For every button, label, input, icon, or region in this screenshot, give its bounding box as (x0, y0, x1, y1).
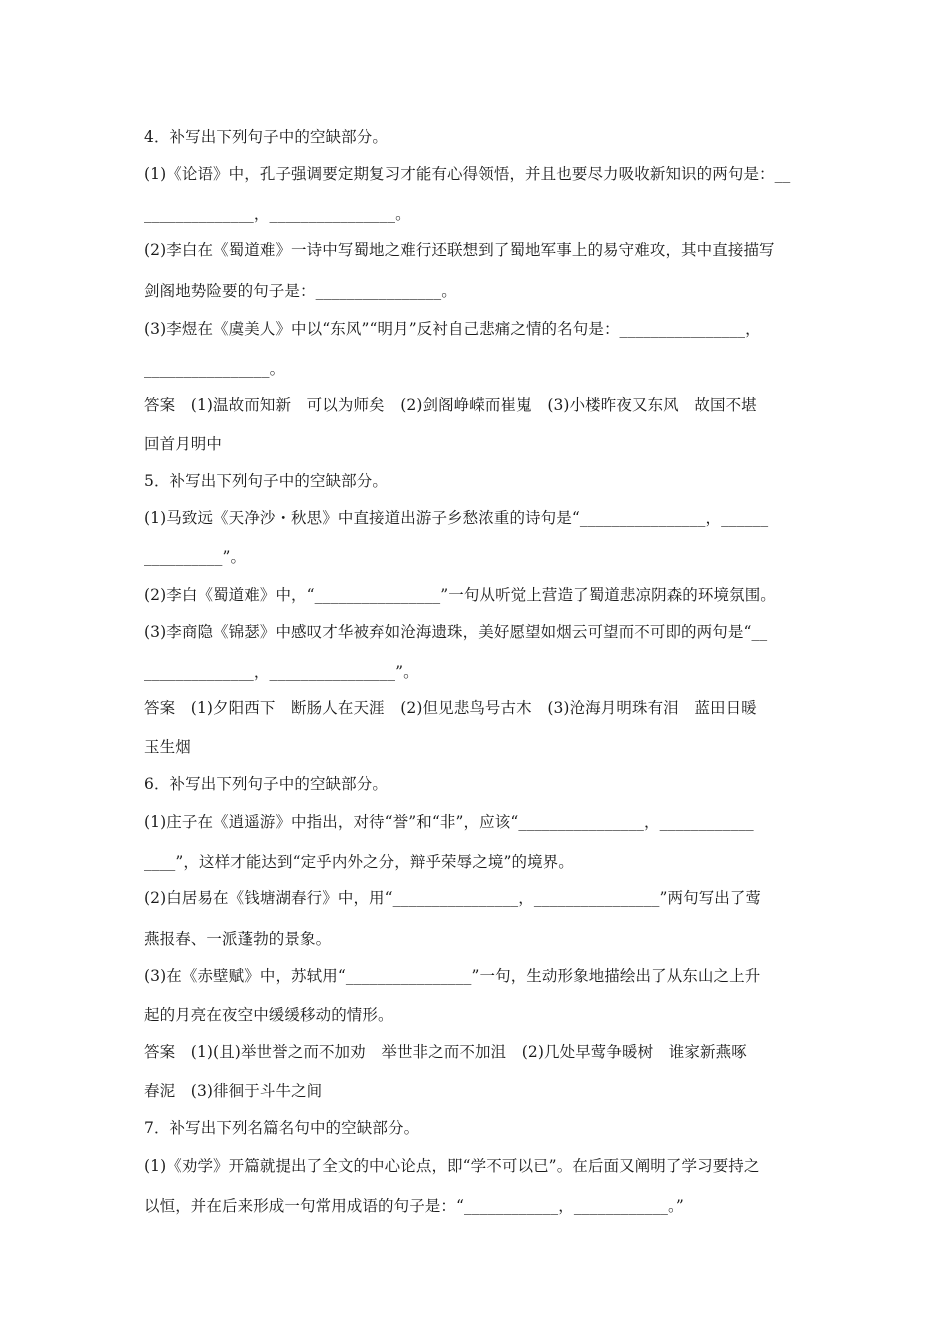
question-5-item-1: (1)马致远《天净沙・秋思》中直接道出游子乡愁浓重的诗句是“________________，______ (144, 509, 769, 527)
question-4-item-1: (1)《论语》中，孔子强调要定期复习才能有心得领悟，并且也要尽力吸收新知识的两句是：__ (144, 165, 791, 183)
question-7-heading: 7．补写出下列名篇名句中的空缺部分。 (144, 1119, 420, 1137)
answer-6-cont: 春泥 (3)徘徊于斗牛之间 (144, 1082, 323, 1100)
question-5-item-2: (2)李白《蜀道难》中，“________________”一句从听觉上营造了蜀道悲凉阴森的环境氛围。 (144, 586, 776, 604)
question-5-item-3: (3)李商隐《锦瑟》中感叹才华被弃如沧海遗珠，美好愿望如烟云可望而不可即的两句是“__ (144, 623, 768, 641)
answer-5-cont: 玉生烟 (144, 738, 191, 756)
question-4-item-3-cont: ________________。 (144, 360, 286, 378)
answer-6: 答案 (1)(且)举世誉之而不加劝 举世非之而不加沮 (2)几处早莺争暖树 谁家新燕啄 (144, 1043, 747, 1061)
question-6-heading: 6．补写出下列句子中的空缺部分。 (144, 775, 388, 793)
answer-4: 答案 (1)温故而知新 可以为师矣 (2)剑阁峥嵘而崔嵬 (3)小楼昨夜又东风 故国不堪 (144, 396, 757, 414)
question-6-item-2: (2)白居易在《钱塘湖春行》中，用“________________，________________”两句写出了莺 (144, 889, 762, 907)
answer-5: 答案 (1)夕阳西下 断肠人在天涯 (2)但见悲鸟号古木 (3)沧海月明珠有泪 蓝田日暖 (144, 699, 757, 717)
question-6-item-3: (3)在《赤壁赋》中，苏轼用“________________”一句，生动形象地描绘出了从东山之上升 (144, 967, 761, 985)
answer-4-cont: 回首月明中 (144, 435, 223, 453)
question-4-heading: 4．补写出下列句子中的空缺部分。 (144, 128, 388, 146)
question-4-item-2: (2)李白在《蜀道难》一诗中写蜀地之难行还联想到了蜀地军事上的易守难攻，其中直接描写 (144, 241, 775, 259)
question-4-item-1-blanks: ______________，________________。 (144, 205, 411, 223)
question-6-item-1: (1)庄子在《逍遥游》中指出，对待“誉”和“非”，应该“________________，____________ (144, 813, 754, 831)
question-5-heading: 5．补写出下列句子中的空缺部分。 (144, 472, 388, 490)
question-6-item-1-cont: ____”，这样才能达到“定乎内外之分，辩乎荣辱之境”的境界。 (144, 853, 574, 871)
question-5-item-1-cont: __________”。 (144, 548, 247, 566)
question-7-item-1-cont: 以恒，并在后来形成一句常用成语的句子是：“____________，____________。” (144, 1197, 684, 1215)
question-6-item-2-cont: 燕报春、一派蓬勃的景象。 (144, 930, 332, 948)
question-4-item-2-cont: 剑阁地势险要的句子是：________________。 (144, 282, 457, 300)
question-6-item-3-cont: 起的月亮在夜空中缓缓移动的情形。 (144, 1006, 394, 1024)
question-5-item-3-blanks: ______________，________________”。 (144, 663, 419, 681)
question-4-item-3: (3)李煜在《虞美人》中以“东风”“明月”反衬自己悲痛之情的名句是：________________， (144, 320, 761, 338)
question-7-item-1: (1)《劝学》开篇就提出了全文的中心论点，即“学不可以已”。在后面又阐明了学习要持之 (144, 1157, 760, 1175)
